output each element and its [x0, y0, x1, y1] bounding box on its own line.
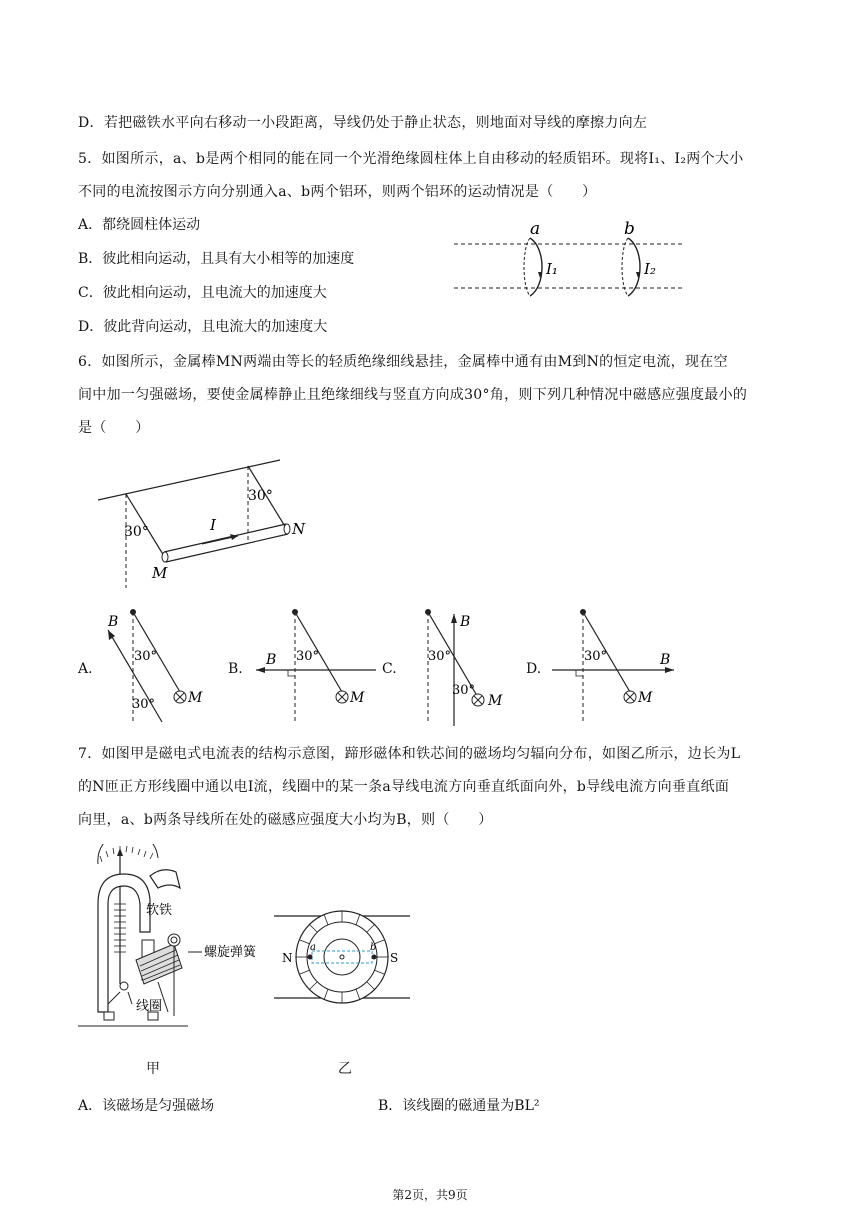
- q5-stem-line2: 不同的电流按图示方向分别通入a、b两个铝环，则两个铝环的运动情况是（ ）: [78, 184, 597, 200]
- q7-caption-jia: 甲: [146, 1061, 160, 1077]
- q6-c-angle2: 30°: [452, 683, 476, 698]
- q5-label-a: a: [530, 219, 541, 239]
- q6-current-label: I: [210, 516, 216, 534]
- q6-angle-left: 30°: [124, 524, 149, 540]
- q6-option-b-figure: [252, 608, 382, 728]
- q6-a-b-label: B: [108, 614, 119, 630]
- q6-d-angle: 30°: [584, 649, 608, 664]
- q6-c-m-label: M: [488, 693, 503, 709]
- q6-label-n: N: [292, 520, 306, 538]
- q6-stem-line2: 间中加一匀强磁场，要使金属棒静止且绝缘细线与竖直方向成30°角，则下列几种情况中磁感应强度最小的: [78, 387, 748, 403]
- q6-option-a-figure: [100, 608, 210, 728]
- q7-label-spring: 螺旋弹簧: [204, 945, 257, 960]
- q7-label-soft-iron: 软铁: [146, 903, 173, 918]
- q5-label-i2: I₂: [644, 260, 656, 278]
- q6-a-angle2: 30°: [132, 697, 156, 712]
- q7-option-b: B．该线圈的磁通量为BL²: [378, 1098, 540, 1114]
- q7-radial-field-figure: [270, 906, 420, 1010]
- q4-option-d: D．若把磁铁水平向右移动一小段距离，导线仍处于静止状态，则地面对导线的摩擦力向左: [78, 115, 648, 131]
- q6-b-b-label: B: [266, 652, 277, 668]
- q6-option-d-label: D.: [526, 661, 542, 677]
- q6-b-m-label: M: [350, 690, 365, 706]
- q6-angle-right: 30°: [248, 488, 273, 504]
- q7-yi-label-s: S: [390, 951, 399, 965]
- q5-option-a: A．都绕圆柱体运动: [78, 217, 201, 233]
- q6-d-b-label: B: [660, 652, 671, 668]
- q6-option-b-label: B.: [228, 661, 243, 677]
- q7-yi-label-b: b: [370, 942, 377, 953]
- q6-stem-line1: 6．如图所示，金属棒MN两端由等长的轻质绝缘细线悬挂，金属棒中通有由M到N的恒定电流，现在空: [78, 354, 728, 370]
- q6-rod-figure: [92, 452, 392, 592]
- q6-a-m-label: M: [188, 690, 203, 706]
- q7-option-a: A．该磁场是匀强磁场: [78, 1098, 215, 1114]
- q7-yi-label-n: N: [282, 951, 293, 965]
- q6-stem-line3: 是（ ）: [78, 420, 150, 436]
- q5-stem-line1: 5．如图所示，a、b是两个相同的能在同一个光滑绝缘圆柱体上自由移动的轻质铝环。现将I₁、I₂两个大小: [78, 151, 744, 167]
- q6-label-m: M: [152, 564, 168, 582]
- q7-stem-line3: 向里，a、b两条导线所在处的磁感应强度大小均为B，则（ ）: [78, 812, 493, 828]
- q7-yi-label-a: a: [310, 942, 316, 953]
- q5-label-i1: I₁: [546, 260, 558, 278]
- q7-stem-line1: 7．如图甲是磁电式电流表的结构示意图，蹄形磁体和铁芯间的磁场均匀辐向分布，如图乙所示，边长为L: [78, 746, 741, 762]
- q6-d-m-label: M: [638, 690, 653, 706]
- q5-option-b: B．彼此相向运动，且具有大小相等的加速度: [78, 251, 355, 267]
- q5-option-d: D．彼此背向运动，且电流大的加速度大: [78, 319, 328, 335]
- q7-stem-line2: 的N匝正方形线圈中通以电I流，线圈中的某一条a导线电流方向垂直纸面向外，b导线电流方向垂直纸面: [78, 779, 730, 795]
- q6-c-b-label: B: [460, 614, 471, 630]
- q6-option-c-label: C.: [382, 661, 397, 677]
- q7-label-coil: 线圈: [136, 999, 163, 1014]
- page-footer: 第2页，共9页: [392, 1188, 468, 1202]
- q6-option-a-label: A.: [78, 661, 93, 677]
- q6-a-angle1: 30°: [134, 649, 158, 664]
- q7-galvanometer-figure: [78, 844, 268, 1040]
- q6-c-angle1: 30°: [428, 649, 452, 664]
- q6-option-c-figure: [410, 606, 520, 730]
- q6-b-angle: 30°: [296, 649, 320, 664]
- q7-caption-yi: 乙: [338, 1061, 352, 1077]
- q5-option-c: C．彼此相向运动，且电流大的加速度大: [78, 285, 327, 301]
- q5-rings-figure: [450, 212, 690, 302]
- q5-label-b: b: [624, 219, 635, 239]
- q6-option-d-figure: [550, 608, 690, 728]
